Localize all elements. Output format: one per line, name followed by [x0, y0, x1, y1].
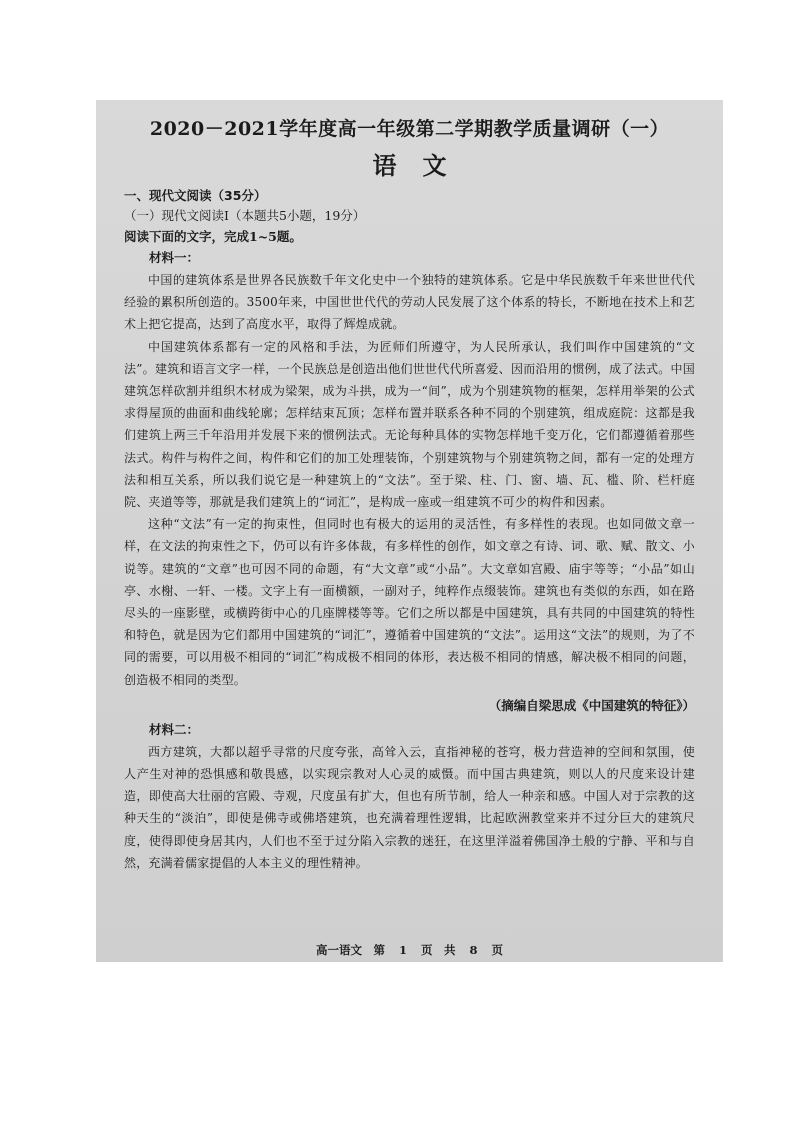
- material1-paragraph-2: 中国建筑体系都有一定的风格和手法，为匠师们所遵守，为人民所承认，我们叫作中国建筑的“文法”。建筑和语言文字一样，一个民族总是创造出他们世世代代所喜爱、因而沿用的惯例，成了法式。中国建筑怎样砍割并组织木材成为梁架，成为斗拱，成为一“间”，成为个别建筑物的框架，怎样用举架的公式求得屋顶的曲面和曲线轮廓；怎样结束瓦顶；怎样布置并联系各种不同的个别建筑，组成庭院：这都是我们建筑上两三千年沿用并发展下来的惯例法式。无论每种具体的实物怎样地千变万化，它们都遵循着那些法式。构件与构件之间，构件和它们的加工处理装饰，个别建筑物与个别建筑物之间，都有一定的处理方法和相互关系，所以我们说它是一种建筑上的“文法”。至于梁、柱、门、窗、墙、瓦、槛、阶、栏杆庭院、夹道等等，那就是我们建筑上的“词汇”，是构成一座或一组建筑不可少的构件和因素。: [124, 339, 695, 510]
- material1-source: （摘编自梁思成《中国建筑的特征》）: [488, 697, 695, 713]
- material2-paragraph-1: 西方建筑，大都以超乎寻常的尺度夸张，高耸入云，直指神秘的苍穹，极力营造神的空间和氛围，使人产生对神的恐惧感和敬畏感，以实现宗教对人心灵的威慑。而中国古典建筑，则以人的尺度来设计建造，即使高大壮丽的宫殿、寺观，尺度虽有扩大，但也有所节制，给人一种亲和感。中国人对于宗教的这种天生的“淡泊”，即使是佛寺或佛塔建筑，也充满着理性逻辑，比起欧洲教堂来并不过分巨大的建筑尺度，使得即使身居其内，人们也不至于过分陷入宗教的迷狂，在这里洋溢着佛国净土般的宁静、平和与自然，充满着儒家提倡的人本主义的理性精神。: [124, 744, 695, 870]
- subject-title: 语文: [372, 151, 473, 180]
- material1-paragraph-1: 中国的建筑体系是世界各民族数千年文化史中一个独特的建筑体系。它是中华民族数千年来世世代代经验的累积所创造的。3500年来，中国世世代代的劳动人民发展了这个体系的特长，不断地在技术上和艺术上把它提高，达到了高度水平，取得了辉煌成就。: [124, 273, 695, 332]
- scanned-exam-page: [96, 100, 723, 962]
- material2-label: 材料二：: [149, 721, 200, 737]
- reading-instruction: 阅读下面的文字，完成1~5题。: [124, 229, 302, 244]
- material1-paragraph-3: 这种“文法”有一定的拘束性，但同时也有极大的运用的灵活性，有多样性的表现。也如同做文章一样，在文法的拘束性之下，仍可以有许多体裁，有多样性的创作，如文章之有诗、词、歌、赋、散文、小说等。建筑的“文章”也可因不同的命题，有“大文章”或“小品”。大文章如宫殿、庙宇等等；“小品”如山亭、水榭、一轩、一楼。文字上有一面横额，一副对子，纯粹作点缀装饰。建筑也有类似的东西，如在路尽头的一座影壁，或横跨街中心的几座牌楼等等。它们之所以都是中国建筑，具有共同的中国建筑的特性和特色，就是因为它们都用中国建筑的“词汇”，遵循着中国建筑的“文法”。运用这“文法”的规则，为了不同的需要，可以用极不相同的“词汇”构成极不相同的体形，表达极不相同的情感，解决极不相同的问题，创造极不相同的类型。: [124, 517, 695, 687]
- page-footer: 高一语文 第 1 页 共 8 页: [315, 943, 504, 957]
- section-heading: 一、现代文阅读（35分）: [124, 188, 267, 203]
- material1-label: 材料一：: [149, 250, 200, 265]
- exam-title: 2020－2021学年度高一年级第二学期教学质量调研（一）: [149, 118, 670, 140]
- subsection-heading: （一）现代文阅读Ⅰ（本题共5小题，19分）: [124, 208, 366, 223]
